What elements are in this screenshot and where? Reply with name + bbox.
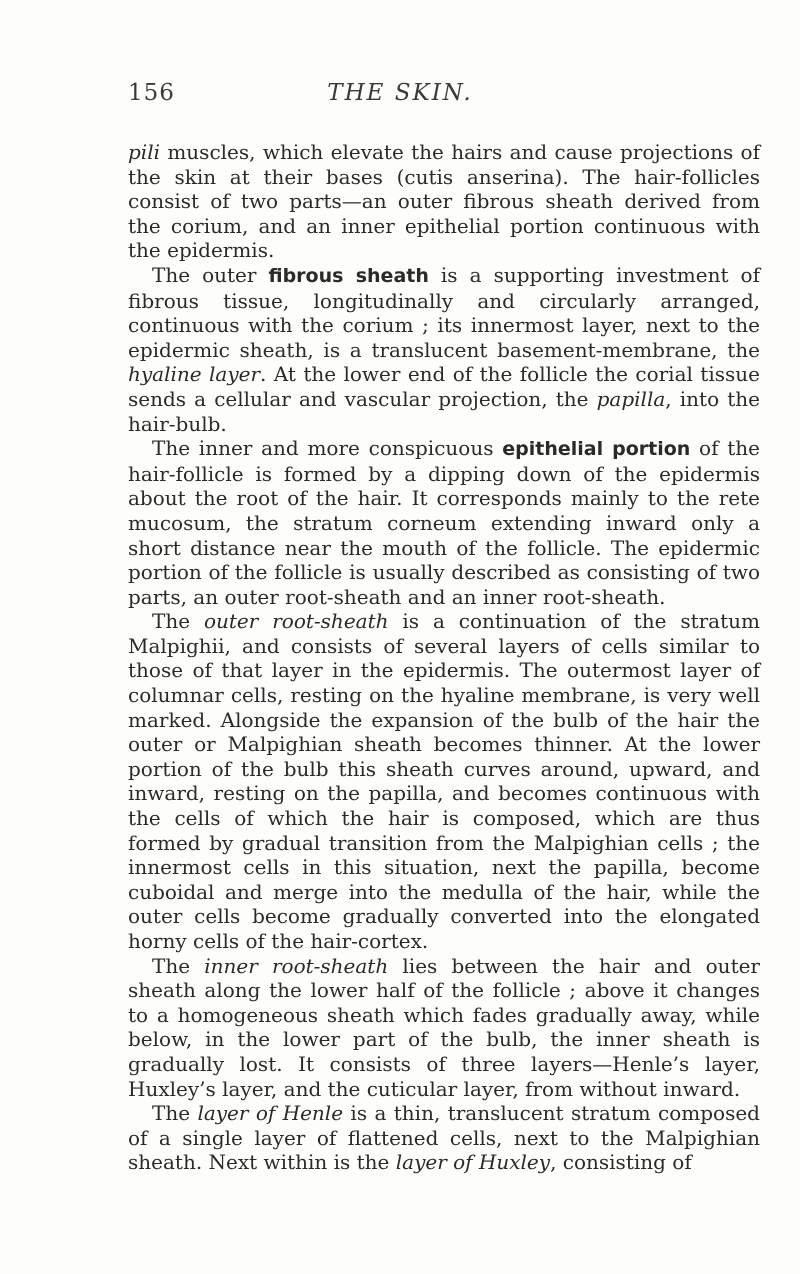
italic-term: hyaline layer [128,362,261,387]
paragraph-2 [128,263,760,436]
page-number: 156 [128,80,175,106]
text-run: is a thin, translucent stratum composed of a single layer of flattened cells, next to the Malpighian sheath. Next within is the [128,1101,760,1175]
text-run: , into the hair-bulb. [128,386,761,436]
running-title: THE SKIN. [327,80,473,106]
text-run: muscles, which elevate the hairs and cause projections of the skin at their bases (cutis anserina). The hair-follicles consist of two parts—an outer fibrous sheath derived from the corium, and an inner epithelial portion continuous with the epidermis. [128,140,760,263]
italic-term: layer of Huxley [395,1150,551,1175]
text-run: . At the lower end of the follicle the corial tissue sends a cellular and vascular projection, the [128,362,760,411]
paragraph-1 [128,140,760,263]
paragraph-4 [128,609,760,953]
text-run: The [152,609,204,634]
italic-term: layer of Henle [197,1101,344,1126]
paragraph-3 [128,436,760,609]
text-run: The [152,953,205,978]
italic-term: papilla [596,386,666,411]
text-run: The [152,1101,198,1126]
text-run: The outer [152,262,269,287]
text-run: , consisting of [550,1150,692,1175]
text-run: lies between the hair and outer sheath along the lower half of the follicle ; above it changes to a homogeneous sheath which fades gradually away, while below, in the lower part of the bulb, the inner sheath is gradually lost. It consists of three layers—Henle’s layer, Huxley’s layer, and the cuticular layer, from without inward. [128,953,760,1101]
italic-term: inner root-sheath [204,953,389,978]
italic-term: pili [128,140,160,164]
text-run: The inner and more conspicuous [152,436,503,461]
bold-term: fibrous sheath [268,264,429,287]
text-run: is a supporting investment of fibrous tissue, longitudinally and circularly arranged, continuous with the corium ; its innermost layer, next to the epidermic sheath, is a translucent basement-membrane, the [128,262,760,362]
text-run: is a continuation of the stratum Malpighii, and consists of several layers of cells similar to those of that layer in the epidermis. The outermost layer of columnar cells, resting on the hyaline membrane, is very well marked. Alongside the expansion of the bulb of the hair the outer or Malpighian sheath becomes thinner. At the lower portion of the bulb this sheath curves around, upward, and inward, resting on the papilla, and becomes continuous with the cells of which the hair is composed, which are thus formed by gradual transition from the Malpighian cells ; the innermost cells in this situation, next the papilla, become cuboidal and merge into the medulla of the hair, while the outer cells become gradually converted into the elongated horny cells of the hair-cortex. [128,609,760,953]
bold-term: epithelial portion [502,438,691,461]
text-run: of the hair-follicle is formed by a dipping down of the epidermis about the root of the hair. It corresponds mainly to the rete mucosum, the stratum corneum extending inward only a short distance near the mouth of the follicle. The epidermic portion of the follicle is usually described as consisting of two parts, an outer root-sheath and an inner root-sheath. [128,436,760,609]
paragraph-6 [128,1101,760,1175]
italic-term: outer root-sheath [203,609,389,634]
paragraph-5 [128,954,760,1102]
body-text [128,140,760,1175]
